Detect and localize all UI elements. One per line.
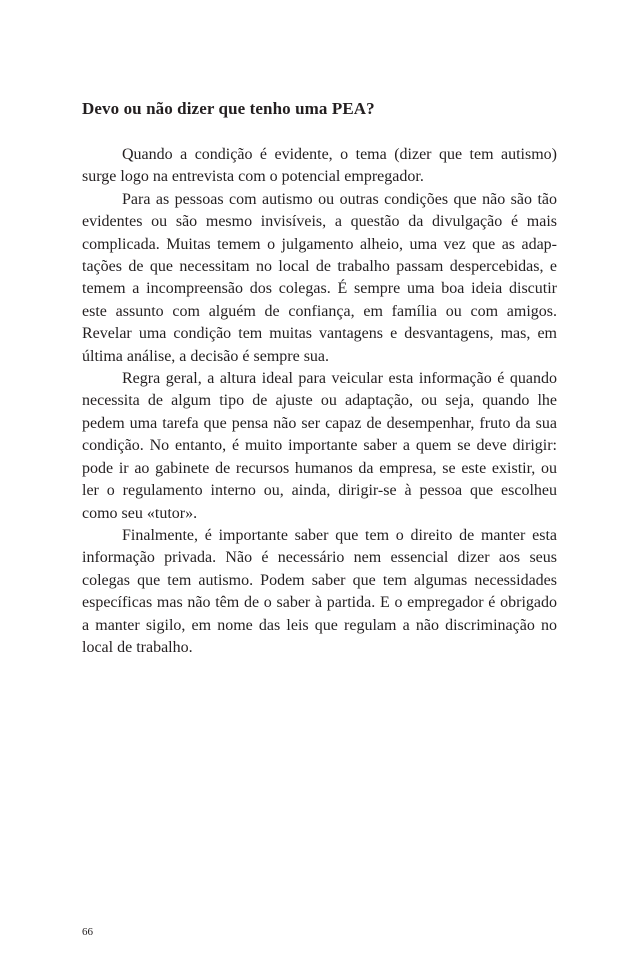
page-number: 66 xyxy=(82,926,93,938)
paragraph-3: Regra geral, a altura ideal para veicular esta informação é quando necessita de algum tipo de ajuste ou adaptação, ou seja, quando lhe pedem uma tarefa que pensa não ser capaz de desempenhar, fruto da sua condição. No entanto, é muito importante saber a quem se deve dirigir: pode ir ao gabinete de recursos humanos da empresa, se este existir, ou ler o regulamento interno ou, ainda, dirigir-se à pessoa que escolheu como seu «tutor». xyxy=(82,370,557,522)
paragraph-1: Quando a condição é evidente, o tema (dizer que tem autismo) surge logo na entrevista com o potencial empregador. xyxy=(82,146,557,186)
paragraph-2: Para as pessoas com autismo ou outras condições que não são tão evidentes ou são mesmo invisíveis, a questão da divulgação é mais complicada. Muitas temem o julgamento alheio, uma vez que as adaptações de que necessitam no local de trabalho passam despercebidas, e temem a incompreensão dos colegas. É sempre uma boa ideia discutir este assunto com alguém de confiança, em família ou com amigos. Revelar uma condição tem muitas vantagens e desvantagens, mas, em última análise, a decisão é sempre sua. xyxy=(82,190,557,365)
paragraph-4: Finalmente, é importante saber que tem o direito de manter esta informação privada. Não é necessário nem essencial dizer aos seus colegas que tem autismo. Podem saber que tem algumas necessidades específicas mas não têm de o saber à partida. E o empregador é obrigado a manter sigilo, em nome das leis que regulam a não discriminação no local de trabalho. xyxy=(82,526,557,656)
section-heading: Devo ou não dizer que tenho uma PEA? xyxy=(82,99,375,118)
body-text xyxy=(82,144,557,659)
